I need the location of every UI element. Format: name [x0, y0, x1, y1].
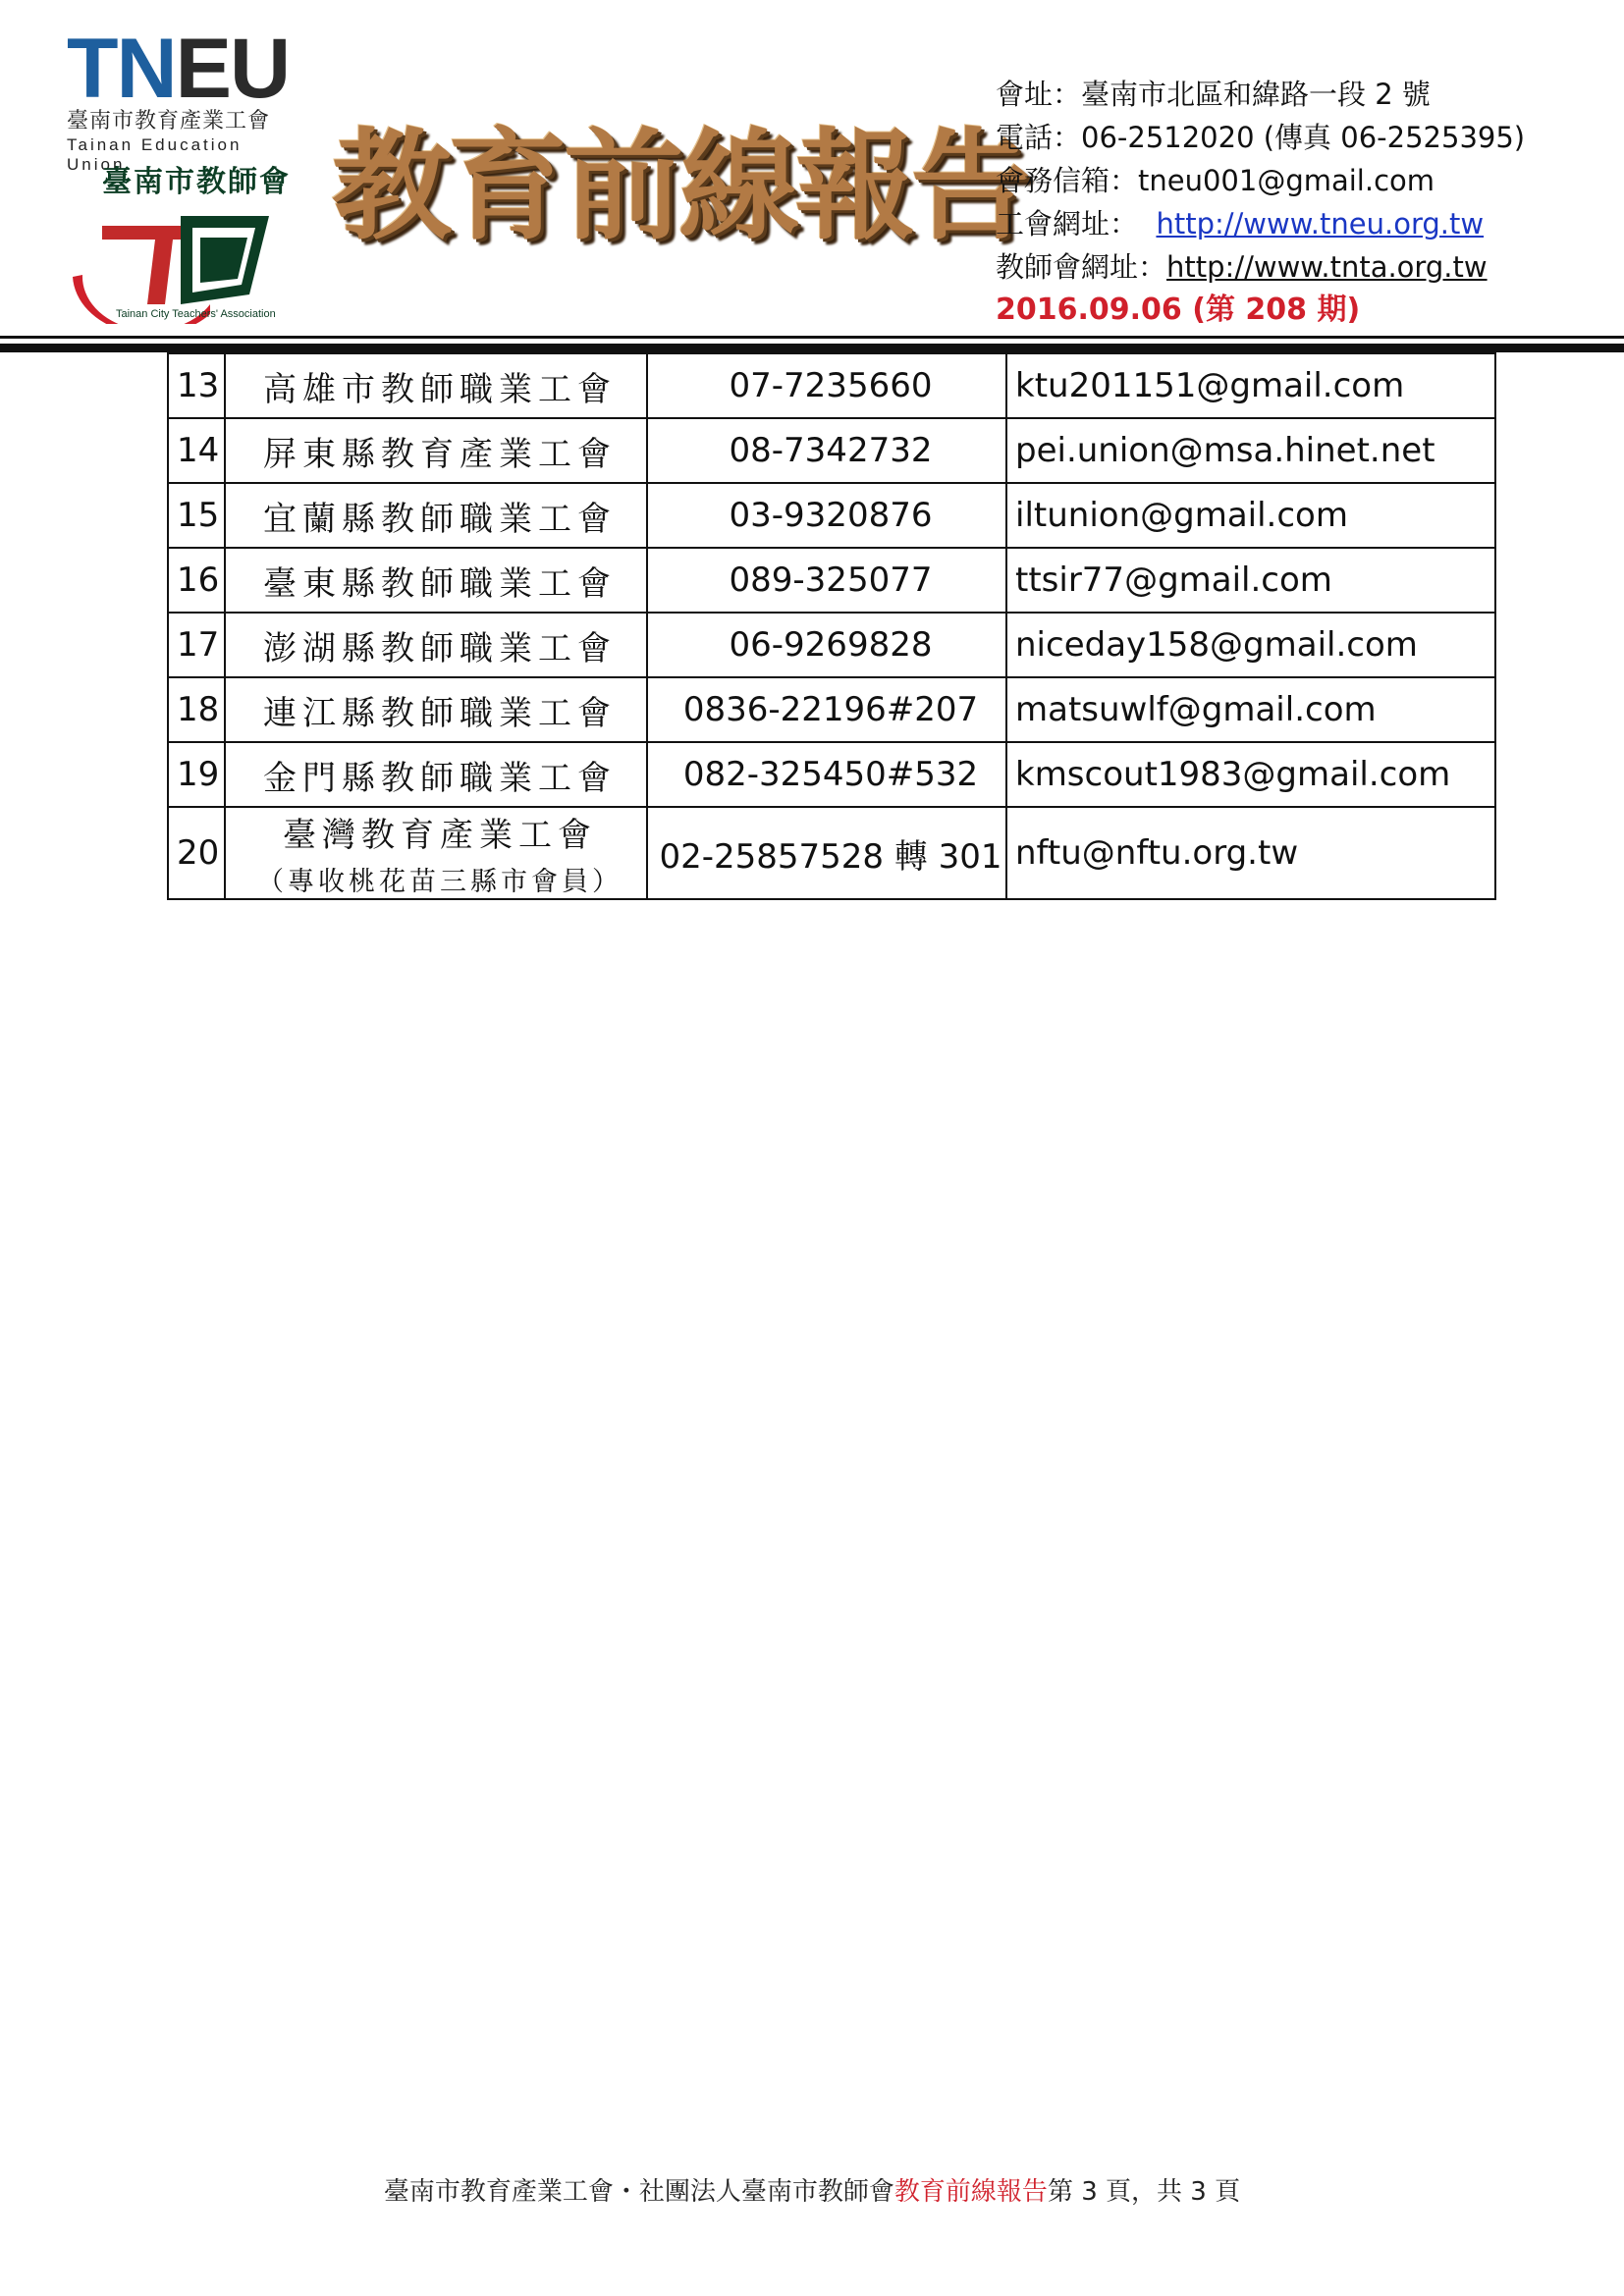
union-email-text: pei.union@msa.hinet.net [1015, 431, 1435, 470]
union-email[interactable] [1006, 418, 1495, 483]
teacher-site-link[interactable]: http://www.tnta.org.tw [1166, 250, 1488, 284]
row-number-text: 17 [177, 625, 220, 665]
union-name-text: 宜蘭縣教師職業工會 [263, 499, 617, 539]
union-name [225, 742, 647, 807]
union-phone-text: 082-325450#532 [682, 755, 979, 794]
union-phone-text: 03-9320876 [729, 496, 933, 535]
footer-organizations: 臺南市教育產業工會・社團法人臺南市教師會 [383, 2177, 894, 2207]
union-phone-text: 02-25857528 轉 301 [659, 836, 1002, 877]
union-email-text: kmscout1983@gmail.com [1015, 755, 1451, 794]
footer-newsletter-title: 教育前線報告 [893, 2177, 1048, 2207]
teacher-site-line [996, 245, 1604, 289]
union-name [225, 807, 647, 899]
row-number [168, 353, 225, 418]
newsletter-banner-title: 教育前線報告 [332, 115, 1027, 256]
union-email-text: ttsir77@gmail.com [1015, 561, 1332, 600]
union-site-line [996, 202, 1604, 245]
union-phone-text: 0836-22196#207 [682, 690, 979, 729]
row-number-text: 20 [177, 833, 220, 873]
row-number [168, 613, 225, 677]
union-name [225, 677, 647, 742]
table-row [168, 483, 1495, 548]
row-number [168, 548, 225, 613]
union-site-link[interactable]: http://www.tneu.org.tw [1156, 207, 1485, 240]
union-email[interactable] [1006, 613, 1495, 677]
tneu-chinese-name: 臺南市教育產業工會 [67, 109, 271, 133]
table-row [168, 677, 1495, 742]
row-number [168, 742, 225, 807]
union-name [225, 483, 647, 548]
table-row [168, 418, 1495, 483]
table-row [168, 742, 1495, 807]
row-number-text: 19 [177, 755, 220, 794]
union-name [225, 353, 647, 418]
union-email[interactable] [1006, 742, 1495, 807]
tneu-wordmark: TNEU [67, 22, 290, 116]
union-phone [647, 353, 1006, 418]
union-phone [647, 613, 1006, 677]
union-email[interactable] [1006, 548, 1495, 613]
row-number-text: 15 [177, 496, 220, 535]
union-email[interactable] [1006, 677, 1495, 742]
union-name-text: 臺東縣教師職業工會 [263, 563, 617, 604]
union-phone [647, 548, 1006, 613]
union-name-note: （專收桃花苗三縣市會員） [257, 867, 623, 897]
union-phone [647, 483, 1006, 548]
tnta-english-name: Tainan City Teachers' Association [116, 308, 276, 320]
union-phone-text: 07-7235660 [729, 366, 933, 405]
tnta-logo [63, 157, 298, 324]
row-number [168, 418, 225, 483]
union-name [225, 613, 647, 677]
table-row [168, 548, 1495, 613]
row-number-text: 13 [177, 366, 220, 405]
union-email[interactable] [1006, 483, 1495, 548]
union-email[interactable] [1006, 353, 1495, 418]
union-name-text: 金門縣教師職業工會 [263, 758, 617, 798]
union-phone [647, 807, 1006, 899]
union-name-text: 高雄市教師職業工會 [263, 369, 617, 409]
union-name-text: 屏東縣教育產業工會 [263, 434, 617, 474]
tnta-name: 臺南市教師會 [102, 165, 291, 199]
contact-block [996, 73, 1604, 332]
union-email-text: iltunion@gmail.com [1015, 496, 1348, 535]
header-divider-thick [0, 344, 1624, 352]
footer-page-number: 第 3 頁，共 3 頁 [1047, 2177, 1241, 2207]
row-number-text: 18 [177, 690, 220, 729]
tnta-emblem-icon [63, 157, 298, 324]
union-email-text: niceday158@gmail.com [1015, 625, 1418, 665]
union-phone [647, 418, 1006, 483]
union-phone-text: 08-7342732 [729, 431, 933, 470]
union-email[interactable] [1006, 807, 1495, 899]
row-number [168, 677, 225, 742]
issue-date: 2016.09.06 (第 208 期) [996, 293, 1361, 327]
union-phone [647, 742, 1006, 807]
union-phone-text: 06-9269828 [729, 625, 933, 665]
email-line: 會務信箱：tneu001@gmail.com [996, 164, 1435, 197]
union-email-text: ktu201151@gmail.com [1015, 366, 1405, 405]
phone-line: 電話：06-2512020 (傳真 06-2525395) [996, 121, 1526, 154]
page-footer [0, 2171, 1624, 2208]
union-name-text: 臺灣教育產業工會 [283, 816, 597, 855]
row-number-text: 14 [177, 431, 220, 470]
row-number [168, 807, 225, 899]
union-name-text: 連江縣教師職業工會 [263, 693, 617, 733]
tneu-logo [67, 22, 302, 175]
union-name [225, 418, 647, 483]
union-site-label: 工會網址： [996, 207, 1139, 240]
row-number-text: 16 [177, 561, 220, 600]
teacher-site-label: 教師會網址： [996, 250, 1167, 284]
tneu-english-name: Tainan Education Union [67, 135, 243, 174]
address-line: 會址：臺南市北區和緯路一段 2 號 [996, 78, 1431, 111]
header-divider-thin [0, 336, 1624, 339]
union-name-text: 澎湖縣教師職業工會 [263, 628, 617, 668]
union-phone [647, 677, 1006, 742]
union-contact-table [167, 352, 1496, 900]
union-email-text: nftu@nftu.org.tw [1015, 833, 1299, 873]
table-row [168, 613, 1495, 677]
table-row [168, 353, 1495, 418]
union-phone-text: 089-325077 [729, 561, 933, 600]
union-name [225, 548, 647, 613]
union-email-text: matsuwlf@gmail.com [1015, 690, 1377, 729]
table-row [168, 807, 1495, 899]
row-number [168, 483, 225, 548]
